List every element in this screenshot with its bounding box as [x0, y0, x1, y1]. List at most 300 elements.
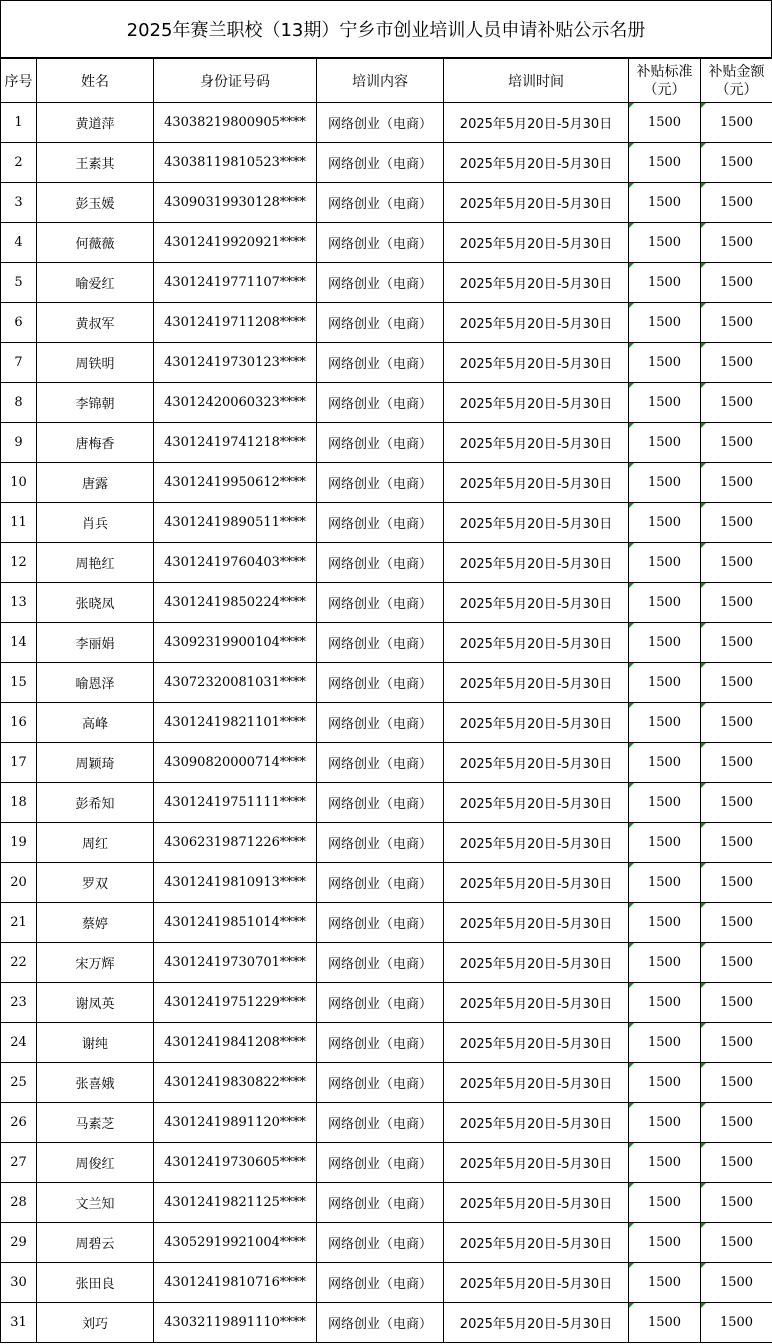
cell-content: 网络创业（电商） [317, 783, 444, 823]
cell-standard [629, 343, 701, 383]
cell-standard [629, 903, 701, 943]
table-row [1, 983, 772, 1023]
cell-name: 高峰 [37, 703, 154, 743]
cell-amount-value: 1500 [719, 395, 754, 410]
cell-standard-value: 1500 [647, 795, 682, 810]
cell-content: 网络创业（电商） [317, 1303, 444, 1343]
number-as-text-indicator-icon [629, 1303, 634, 1308]
cell-time: 2025年5月20日-5月30日 [444, 543, 629, 583]
cell-id: 43072320081031**** [154, 663, 317, 703]
number-as-text-indicator-icon [629, 863, 634, 868]
cell-content: 网络创业（电商） [317, 823, 444, 863]
number-as-text-indicator-icon [701, 143, 706, 148]
cell-time: 2025年5月20日-5月30日 [444, 343, 629, 383]
cell-id: 43012420060323**** [154, 383, 317, 423]
table-row [1, 1143, 772, 1183]
cell-amount-value: 1500 [719, 195, 754, 210]
number-as-text-indicator-icon [701, 1103, 706, 1108]
cell-time: 2025年5月20日-5月30日 [444, 1263, 629, 1303]
cell-standard [629, 183, 701, 223]
cell-amount [701, 703, 772, 743]
cell-id: 43052919921004**** [154, 1223, 317, 1263]
cell-name: 文兰知 [37, 1183, 154, 1223]
cell-time: 2025年5月20日-5月30日 [444, 783, 629, 823]
number-as-text-indicator-icon [701, 1303, 706, 1308]
cell-name: 王素其 [37, 143, 154, 183]
header-amount: 补贴金额（元） [701, 59, 772, 103]
cell-amount [701, 743, 772, 783]
cell-standard [629, 1063, 701, 1103]
cell-standard [629, 663, 701, 703]
cell-amount-value: 1500 [719, 275, 754, 290]
cell-seq: 22 [1, 943, 37, 983]
cell-name: 谢纯 [37, 1023, 154, 1063]
cell-standard-value: 1500 [647, 315, 682, 330]
cell-id: 43012419751229**** [154, 983, 317, 1023]
number-as-text-indicator-icon [701, 703, 706, 708]
cell-seq: 1 [1, 103, 37, 143]
cell-standard [629, 383, 701, 423]
cell-amount-value: 1500 [719, 875, 754, 890]
cell-seq: 26 [1, 1103, 37, 1143]
number-as-text-indicator-icon [629, 983, 634, 988]
cell-time: 2025年5月20日-5月30日 [444, 1223, 629, 1263]
table-row [1, 623, 772, 663]
cell-name: 何薇薇 [37, 223, 154, 263]
cell-id: 43012419950612**** [154, 463, 317, 503]
number-as-text-indicator-icon [701, 583, 706, 588]
cell-id: 43038219800905**** [154, 103, 317, 143]
cell-amount [701, 143, 772, 183]
cell-standard-value: 1500 [647, 1035, 682, 1050]
cell-content: 网络创业（电商） [317, 743, 444, 783]
cell-amount-value: 1500 [719, 555, 754, 570]
cell-amount-value: 1500 [719, 1155, 754, 1170]
cell-seq: 25 [1, 1063, 37, 1103]
cell-standard-value: 1500 [647, 1115, 682, 1130]
header-name: 姓名 [37, 59, 154, 103]
table-row [1, 1263, 772, 1303]
cell-content: 网络创业（电商） [317, 223, 444, 263]
cell-amount [701, 1143, 772, 1183]
table-row [1, 703, 772, 743]
cell-content: 网络创业（电商） [317, 143, 444, 183]
cell-standard [629, 1143, 701, 1183]
cell-content: 网络创业（电商） [317, 1263, 444, 1303]
cell-standard-value: 1500 [647, 355, 682, 370]
cell-amount [701, 1223, 772, 1263]
cell-time: 2025年5月20日-5月30日 [444, 1103, 629, 1143]
cell-standard-value: 1500 [647, 515, 682, 530]
cell-time: 2025年5月20日-5月30日 [444, 303, 629, 343]
cell-standard [629, 463, 701, 503]
cell-amount-value: 1500 [719, 235, 754, 250]
cell-standard-value: 1500 [647, 715, 682, 730]
cell-amount [701, 103, 772, 143]
cell-standard [629, 263, 701, 303]
cell-amount-value: 1500 [719, 915, 754, 930]
cell-standard-value: 1500 [647, 155, 682, 170]
cell-name: 谢凤英 [37, 983, 154, 1023]
number-as-text-indicator-icon [701, 863, 706, 868]
table-row [1, 183, 772, 223]
cell-amount-value: 1500 [719, 315, 754, 330]
table-row [1, 1063, 772, 1103]
cell-amount [701, 1063, 772, 1103]
cell-seq: 11 [1, 503, 37, 543]
cell-time: 2025年5月20日-5月30日 [444, 383, 629, 423]
table-row [1, 1183, 772, 1223]
cell-standard [629, 823, 701, 863]
table-row [1, 103, 772, 143]
cell-amount-value: 1500 [719, 715, 754, 730]
cell-time: 2025年5月20日-5月30日 [444, 263, 629, 303]
cell-content: 网络创业（电商） [317, 1183, 444, 1223]
cell-standard-value: 1500 [647, 115, 682, 130]
cell-amount [701, 983, 772, 1023]
cell-content: 网络创业（电商） [317, 183, 444, 223]
cell-time: 2025年5月20日-5月30日 [444, 1303, 629, 1343]
cell-standard [629, 223, 701, 263]
number-as-text-indicator-icon [701, 423, 706, 428]
cell-amount-value: 1500 [719, 435, 754, 450]
cell-seq: 18 [1, 783, 37, 823]
cell-id: 43090319930128**** [154, 183, 317, 223]
cell-name: 张喜娥 [37, 1063, 154, 1103]
cell-standard-value: 1500 [647, 555, 682, 570]
number-as-text-indicator-icon [629, 1263, 634, 1268]
number-as-text-indicator-icon [629, 383, 634, 388]
number-as-text-indicator-icon [629, 103, 634, 108]
header-seq: 序号 [1, 59, 37, 103]
header-row [1, 59, 772, 103]
cell-seq: 12 [1, 543, 37, 583]
cell-standard-value: 1500 [647, 1155, 682, 1170]
cell-amount [701, 583, 772, 623]
page-title: 2025年赛兰职校（13期）宁乡市创业培训人员申请补贴公示名册 [0, 0, 772, 58]
cell-standard-value: 1500 [647, 1315, 682, 1330]
cell-amount-value: 1500 [719, 1275, 754, 1290]
table-row [1, 143, 772, 183]
cell-name: 喻爱红 [37, 263, 154, 303]
cell-time: 2025年5月20日-5月30日 [444, 103, 629, 143]
cell-content: 网络创业（电商） [317, 1063, 444, 1103]
cell-amount [701, 823, 772, 863]
cell-content: 网络创业（电商） [317, 583, 444, 623]
cell-amount [701, 263, 772, 303]
table-row [1, 663, 772, 703]
cell-seq: 9 [1, 423, 37, 463]
table-row [1, 823, 772, 863]
cell-amount [701, 383, 772, 423]
cell-time: 2025年5月20日-5月30日 [444, 983, 629, 1023]
cell-name: 罗双 [37, 863, 154, 903]
number-as-text-indicator-icon [629, 1143, 634, 1148]
cell-id: 43062319871226**** [154, 823, 317, 863]
table-body [1, 103, 772, 1343]
number-as-text-indicator-icon [701, 1183, 706, 1188]
number-as-text-indicator-icon [701, 263, 706, 268]
table-row [1, 1223, 772, 1263]
cell-amount-value: 1500 [719, 675, 754, 690]
cell-content: 网络创业（电商） [317, 1143, 444, 1183]
number-as-text-indicator-icon [701, 1263, 706, 1268]
cell-standard [629, 1263, 701, 1303]
cell-standard-value: 1500 [647, 235, 682, 250]
cell-content: 网络创业（电商） [317, 983, 444, 1023]
cell-standard-value: 1500 [647, 475, 682, 490]
cell-standard-value: 1500 [647, 915, 682, 930]
cell-amount [701, 1183, 772, 1223]
cell-id: 43012419890511**** [154, 503, 317, 543]
cell-seq: 14 [1, 623, 37, 663]
cell-seq: 2 [1, 143, 37, 183]
cell-amount-value: 1500 [719, 1035, 754, 1050]
number-as-text-indicator-icon [629, 583, 634, 588]
cell-seq: 8 [1, 383, 37, 423]
cell-amount [701, 1023, 772, 1063]
number-as-text-indicator-icon [701, 503, 706, 508]
cell-standard [629, 143, 701, 183]
cell-standard-value: 1500 [647, 635, 682, 650]
number-as-text-indicator-icon [701, 1063, 706, 1068]
cell-seq: 31 [1, 1303, 37, 1343]
cell-seq: 7 [1, 343, 37, 383]
number-as-text-indicator-icon [629, 823, 634, 828]
number-as-text-indicator-icon [701, 623, 706, 628]
cell-seq: 27 [1, 1143, 37, 1183]
cell-time: 2025年5月20日-5月30日 [444, 1143, 629, 1183]
cell-standard [629, 103, 701, 143]
cell-content: 网络创业（电商） [317, 503, 444, 543]
cell-name: 李锦朝 [37, 383, 154, 423]
cell-name: 周铁明 [37, 343, 154, 383]
cell-amount-value: 1500 [719, 795, 754, 810]
cell-standard [629, 743, 701, 783]
cell-amount [701, 1263, 772, 1303]
cell-standard [629, 1303, 701, 1343]
table-row [1, 423, 772, 463]
cell-content: 网络创业（电商） [317, 263, 444, 303]
number-as-text-indicator-icon [701, 823, 706, 828]
table-row [1, 1103, 772, 1143]
cell-id: 43090820000714**** [154, 743, 317, 783]
cell-name: 刘巧 [37, 1303, 154, 1343]
number-as-text-indicator-icon [629, 703, 634, 708]
number-as-text-indicator-icon [629, 1063, 634, 1068]
number-as-text-indicator-icon [629, 543, 634, 548]
cell-amount [701, 503, 772, 543]
cell-seq: 23 [1, 983, 37, 1023]
number-as-text-indicator-icon [629, 343, 634, 348]
cell-id: 43012419850224**** [154, 583, 317, 623]
cell-id: 43012419711208**** [154, 303, 317, 343]
number-as-text-indicator-icon [629, 943, 634, 948]
cell-name: 周碧云 [37, 1223, 154, 1263]
table-row [1, 343, 772, 383]
cell-standard [629, 1223, 701, 1263]
cell-content: 网络创业（电商） [317, 943, 444, 983]
cell-standard-value: 1500 [647, 195, 682, 210]
cell-standard [629, 1103, 701, 1143]
number-as-text-indicator-icon [629, 1023, 634, 1028]
roster-table [0, 58, 772, 1343]
cell-seq: 20 [1, 863, 37, 903]
number-as-text-indicator-icon [701, 223, 706, 228]
cell-name: 张田良 [37, 1263, 154, 1303]
cell-time: 2025年5月20日-5月30日 [444, 1183, 629, 1223]
cell-standard [629, 943, 701, 983]
cell-amount-value: 1500 [719, 1315, 754, 1330]
number-as-text-indicator-icon [701, 983, 706, 988]
cell-standard-value: 1500 [647, 955, 682, 970]
cell-seq: 17 [1, 743, 37, 783]
cell-amount [701, 903, 772, 943]
cell-name: 唐梅香 [37, 423, 154, 463]
cell-amount [701, 423, 772, 463]
cell-id: 43012419741218**** [154, 423, 317, 463]
cell-standard-value: 1500 [647, 835, 682, 850]
cell-name: 肖兵 [37, 503, 154, 543]
cell-id: 43012419771107**** [154, 263, 317, 303]
cell-amount [701, 1103, 772, 1143]
number-as-text-indicator-icon [629, 1103, 634, 1108]
number-as-text-indicator-icon [629, 223, 634, 228]
table-row [1, 1023, 772, 1063]
table-row [1, 383, 772, 423]
cell-standard [629, 703, 701, 743]
cell-amount-value: 1500 [719, 1195, 754, 1210]
cell-amount [701, 463, 772, 503]
cell-time: 2025年5月20日-5月30日 [444, 943, 629, 983]
number-as-text-indicator-icon [701, 903, 706, 908]
number-as-text-indicator-icon [629, 503, 634, 508]
cell-id: 43038119810523**** [154, 143, 317, 183]
header-standard: 补贴标准（元） [629, 59, 701, 103]
cell-amount-value: 1500 [719, 955, 754, 970]
cell-name: 李丽娟 [37, 623, 154, 663]
cell-content: 网络创业（电商） [317, 1023, 444, 1063]
cell-seq: 28 [1, 1183, 37, 1223]
cell-seq: 10 [1, 463, 37, 503]
cell-id: 43012419730123**** [154, 343, 317, 383]
cell-name: 宋万辉 [37, 943, 154, 983]
number-as-text-indicator-icon [629, 303, 634, 308]
number-as-text-indicator-icon [701, 383, 706, 388]
cell-seq: 6 [1, 303, 37, 343]
cell-standard [629, 623, 701, 663]
table-row [1, 223, 772, 263]
number-as-text-indicator-icon [701, 743, 706, 748]
cell-content: 网络创业（电商） [317, 103, 444, 143]
cell-seq: 13 [1, 583, 37, 623]
number-as-text-indicator-icon [701, 783, 706, 788]
cell-name: 彭玉媛 [37, 183, 154, 223]
table-row [1, 543, 772, 583]
cell-time: 2025年5月20日-5月30日 [444, 1023, 629, 1063]
cell-time: 2025年5月20日-5月30日 [444, 623, 629, 663]
cell-standard-value: 1500 [647, 875, 682, 890]
cell-seq: 29 [1, 1223, 37, 1263]
cell-id: 43092319900104**** [154, 623, 317, 663]
cell-name: 周颖琦 [37, 743, 154, 783]
cell-amount [701, 183, 772, 223]
cell-content: 网络创业（电商） [317, 623, 444, 663]
cell-standard [629, 983, 701, 1023]
cell-seq: 19 [1, 823, 37, 863]
cell-content: 网络创业（电商） [317, 543, 444, 583]
cell-amount [701, 223, 772, 263]
cell-standard [629, 543, 701, 583]
cell-name: 周俊红 [37, 1143, 154, 1183]
cell-amount-value: 1500 [719, 995, 754, 1010]
table-row [1, 303, 772, 343]
cell-standard-value: 1500 [647, 1275, 682, 1290]
header-time: 培训时间 [444, 59, 629, 103]
cell-amount [701, 863, 772, 903]
cell-content: 网络创业（电商） [317, 343, 444, 383]
cell-time: 2025年5月20日-5月30日 [444, 223, 629, 263]
cell-seq: 30 [1, 1263, 37, 1303]
cell-seq: 5 [1, 263, 37, 303]
cell-seq: 4 [1, 223, 37, 263]
cell-standard [629, 1183, 701, 1223]
table-row [1, 463, 772, 503]
number-as-text-indicator-icon [629, 1223, 634, 1228]
cell-name: 马素芝 [37, 1103, 154, 1143]
cell-amount-value: 1500 [719, 635, 754, 650]
cell-standard-value: 1500 [647, 1235, 682, 1250]
number-as-text-indicator-icon [701, 943, 706, 948]
cell-seq: 16 [1, 703, 37, 743]
cell-id: 43012419830822**** [154, 1063, 317, 1103]
cell-content: 网络创业（电商） [317, 463, 444, 503]
cell-standard [629, 863, 701, 903]
table-row [1, 503, 772, 543]
number-as-text-indicator-icon [629, 183, 634, 188]
table-row [1, 263, 772, 303]
cell-standard-value: 1500 [647, 1075, 682, 1090]
cell-seq: 21 [1, 903, 37, 943]
table-row [1, 1303, 772, 1343]
number-as-text-indicator-icon [701, 103, 706, 108]
cell-id: 43012419760403**** [154, 543, 317, 583]
cell-id: 43012419891120**** [154, 1103, 317, 1143]
cell-time: 2025年5月20日-5月30日 [444, 903, 629, 943]
cell-standard [629, 423, 701, 463]
cell-amount-value: 1500 [719, 835, 754, 850]
cell-name: 喻恩泽 [37, 663, 154, 703]
cell-amount [701, 343, 772, 383]
number-as-text-indicator-icon [701, 343, 706, 348]
cell-content: 网络创业（电商） [317, 703, 444, 743]
cell-name: 周红 [37, 823, 154, 863]
number-as-text-indicator-icon [629, 783, 634, 788]
table-row [1, 863, 772, 903]
cell-standard-value: 1500 [647, 1195, 682, 1210]
cell-id: 43012419810716**** [154, 1263, 317, 1303]
number-as-text-indicator-icon [629, 143, 634, 148]
cell-amount [701, 303, 772, 343]
cell-id: 43032119891110**** [154, 1303, 317, 1343]
cell-content: 网络创业（电商） [317, 383, 444, 423]
cell-standard-value: 1500 [647, 435, 682, 450]
cell-standard-value: 1500 [647, 755, 682, 770]
cell-time: 2025年5月20日-5月30日 [444, 463, 629, 503]
cell-standard [629, 503, 701, 543]
cell-seq: 24 [1, 1023, 37, 1063]
cell-amount-value: 1500 [719, 115, 754, 130]
